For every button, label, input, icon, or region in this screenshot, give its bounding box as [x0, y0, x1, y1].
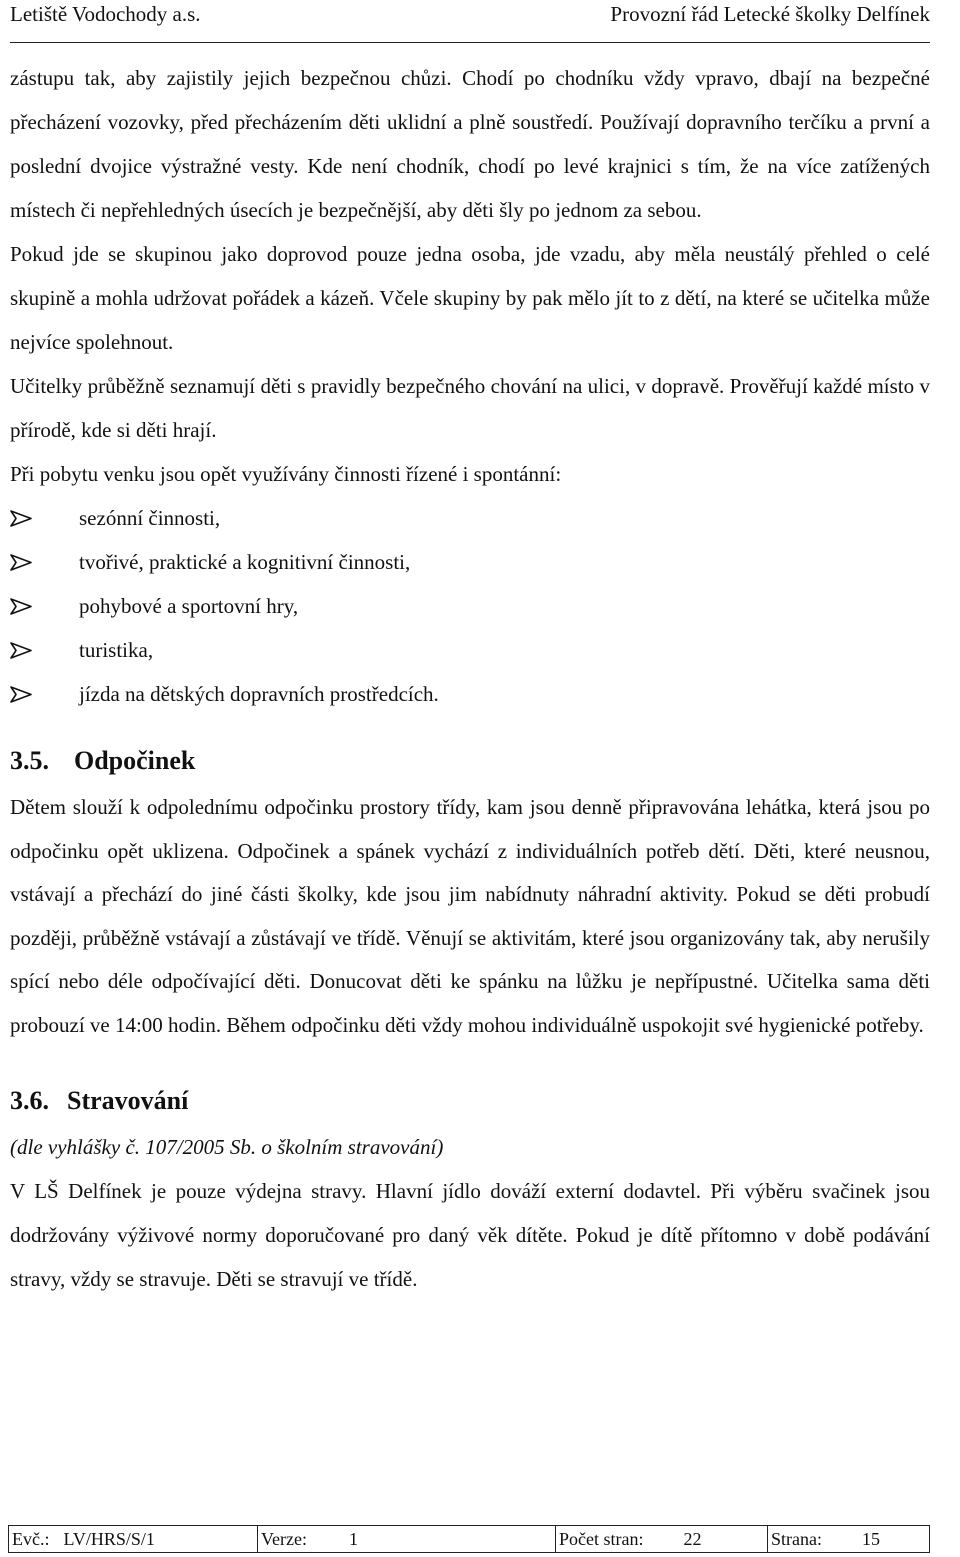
footer-version-value: 1	[348, 1528, 358, 1549]
section-number: 3.5.	[10, 746, 49, 775]
arrow-bullet-icon	[10, 642, 32, 659]
footer-evc-value: LV/HRS/S/1	[63, 1528, 155, 1549]
footer-version-label: Verze:	[261, 1528, 307, 1549]
list-item-text: tvořivé, praktické a kognitivní činnosti,	[79, 550, 411, 574]
footer-evc-label: Evč.:	[12, 1528, 50, 1549]
list-item-text: turistika,	[79, 638, 154, 662]
paragraph-food: V LŠ Delfínek je pouze výdejna stravy. Hlavní jídlo dováží externí dodavtel. Při výběru svačinek jsou dodržovány výživové normy doporučované pro daný věk dítěte. Pokud je dítě přítomno v době podávání stravy, vždy se stravuje. Děti se stravují ve třídě.	[10, 1179, 930, 1291]
footer-page-value: 15	[862, 1528, 880, 1549]
paragraph-group-escort: Pokud jde se skupinou jako doprovod pouze jedna osoba, jde vzadu, aby měla neustálý přehled o celé skupině a mohla udržovat pořádek a kázeň. Včele skupiny by pak mělo jít to z dětí, na které se učitelka může nejvíce spolehnout.	[10, 242, 930, 354]
footer-page-label: Strana:	[771, 1528, 822, 1549]
section-number: 3.6.	[10, 1086, 49, 1115]
list-item	[10, 584, 930, 628]
footer-page-cell	[768, 1526, 929, 1552]
arrow-bullet-icon	[10, 510, 32, 527]
list-item-text: sezónní činnosti,	[79, 506, 221, 530]
regulation-reference: (dle vyhlášky č. 107/2005 Sb. o školním stravování)	[10, 1135, 444, 1159]
section-heading-food	[10, 1083, 930, 1119]
list-item	[10, 628, 930, 672]
footer-version-cell	[258, 1526, 556, 1552]
paragraph-outdoor-activities: Při pobytu venku jsou opět využívány činnosti řízené i spontánní:	[10, 462, 562, 486]
document-footer	[8, 1525, 930, 1553]
footer-pages-value: 22	[683, 1528, 702, 1549]
footer-pages-cell	[556, 1526, 768, 1552]
page-header	[10, 0, 930, 43]
footer-evc-cell	[9, 1526, 258, 1552]
section-title: Stravování	[67, 1086, 189, 1115]
paragraph-traffic-safety: Učitelky průběžně seznamují děti s pravidly bezpečného chování na ulici, v dopravě. Prověřují každé místo v přírodě, kde si děti hrají.	[10, 374, 930, 442]
list-item-text: jízda na dětských dopravních prostředcích.	[79, 682, 439, 706]
list-item-text: pohybové a sportovní hry,	[79, 594, 299, 618]
arrow-bullet-icon	[10, 554, 32, 571]
footer-pages-label: Počet stran:	[559, 1528, 644, 1549]
list-item	[10, 496, 930, 540]
section-heading-rest	[10, 743, 930, 779]
arrow-bullet-icon	[10, 686, 32, 703]
paragraph-rest: Dětem slouží k odpolednímu odpočinku prostory třídy, kam jsou denně připravována lehátka, která jsou po odpočinku opět uklizena. Odpočinek a spánek vychází z individuálních potřeb dětí. Děti, které neusnou, vstávají a přechází do jiné části školky, kde jsou jim nabídnuty náhradní aktivity. Pokud se děti probudí později, průběžně vstávají a zůstávají ve třídě. Věnují se aktivitám, které jsou organizovány tak, aby nerušily spící nebo déle odpočívající děti. Donucovat děti ke spánku na lůžku je nepřípustné. Učitelka sama děti probouzí ve 14:00 hodin. Během odpočinku děti vždy mohou individuálně uspokojit své hygienické potřeby.	[10, 795, 930, 1037]
header-company: Letiště Vodochody a.s.	[10, 2, 201, 26]
header-document-title: Provozní řád Letecké školky Delfínek	[610, 2, 930, 26]
arrow-bullet-icon	[10, 598, 32, 615]
list-item	[10, 540, 930, 584]
document-body	[10, 56, 930, 1301]
section-title: Odpočinek	[74, 746, 196, 775]
paragraph-walking-rules: zástupu tak, aby zajistily jejich bezpečnou chůzi. Chodí po chodníku vždy vpravo, dbají na bezpečné přecházení vozovky, před přecházením děti uklidní a plně soustředí. Používají dopravního terčíku a první a poslední dvojice výstražné vesty. Kde není chodník, chodí po levé krajnici s tím, že na více zatížených místech či nepřehledných úsecích je bezpečnější, aby děti šly po jednom za sebou.	[10, 66, 930, 222]
activity-list	[10, 496, 930, 716]
list-item	[10, 672, 930, 716]
